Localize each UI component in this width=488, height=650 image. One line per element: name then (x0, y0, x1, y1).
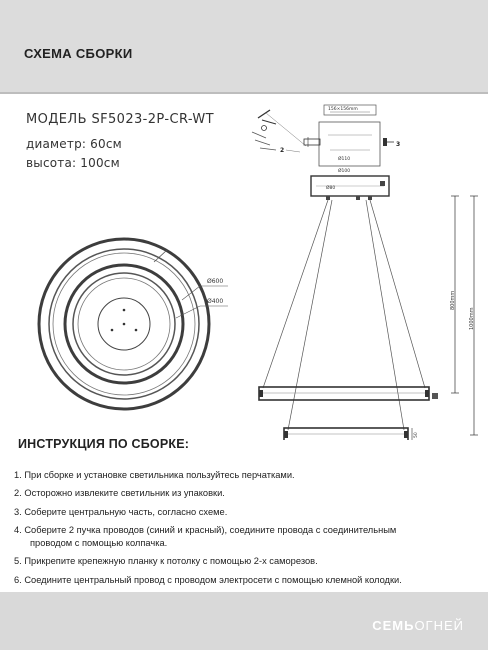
canopy-dia-label-1: Ø110 (338, 157, 351, 162)
model-name: МОДЕЛЬ SF5023-2P-CR-WT (26, 112, 215, 127)
page-title: СХЕМА СБОРКИ (24, 46, 133, 61)
outer-diameter-label: Ø600 (207, 278, 224, 285)
inner-diameter-label: Ø400 (207, 298, 224, 305)
height-spec: высота: 100см (26, 156, 120, 170)
instruction-step-3: 3. Соберите центральную часть, согласно схеме. (14, 506, 228, 517)
side-view-drawing (259, 105, 478, 440)
mounting-detail (252, 110, 400, 154)
instruction-step-5: 5. Прикрепите крепежную планку к потолку с помощью 2-х саморезов. (14, 556, 318, 567)
diameter-spec: диаметр: 60см (26, 137, 122, 151)
ring-height-label: 50 (414, 432, 419, 438)
instruction-step-1: 1. При сборке и установке светильника пользуйтесь перчатками. (14, 470, 295, 480)
inner-height-label: 800mm (450, 290, 456, 310)
canopy-dia-label-3: Ø80 (326, 186, 336, 191)
instruction-step-2: 2. Осторожно извлеките светильник из упаковки. (14, 488, 225, 499)
canopy-dia-label-2: Ø100 (338, 169, 351, 174)
instruction-step-4: 4. Соберите 2 пучка проводов (синий и красный), соедините провода с соединительным (14, 524, 397, 535)
callout-2-label: 2 (280, 147, 285, 154)
brand-logo (372, 618, 464, 633)
instruction-list (14, 469, 484, 592)
instruction-step-4-continued: проводом с помощью колпачка. (30, 538, 168, 549)
callout-3-label: 3 (396, 141, 401, 148)
brand-name-light: ОГНЕЙ (414, 618, 464, 633)
top-view-drawing (39, 239, 228, 409)
total-height-label: 1000mm (469, 307, 475, 330)
canopy-size-label: 156×156mm (328, 107, 358, 112)
instructions-title: ИНСТРУКЦИЯ ПО СБОРКЕ: (18, 437, 190, 451)
instruction-step-6: 6. Соедините центральный провод с проводом электросети с помощью клемной колодки. (14, 574, 402, 585)
brand-name-bold: СЕМЬ (372, 618, 415, 633)
footer-band (0, 592, 488, 650)
